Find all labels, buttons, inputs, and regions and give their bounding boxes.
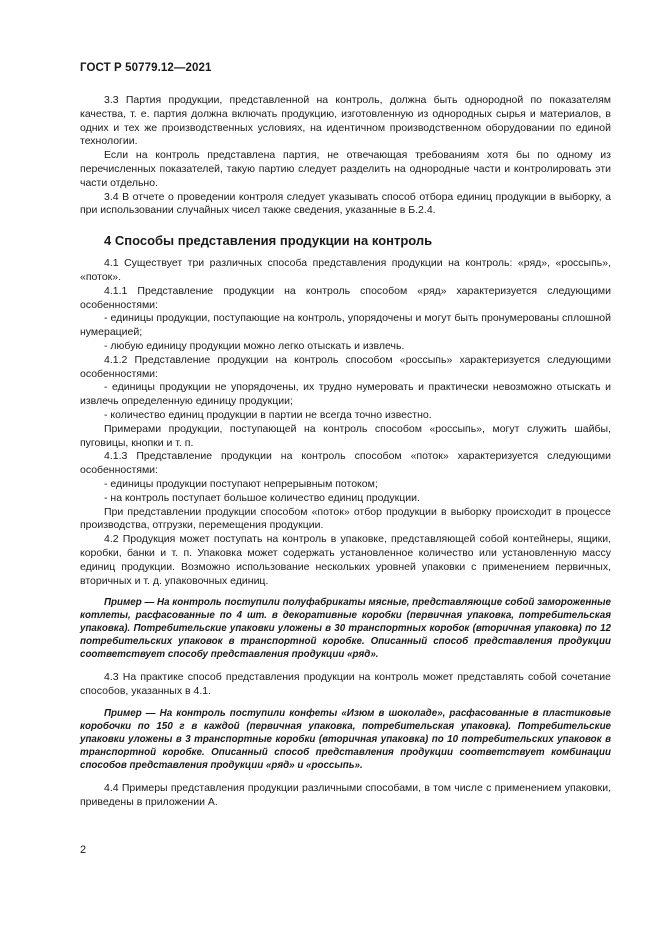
example-text: На контроль поступили полуфабрикаты мясные, представляющие собой замороженные котлеты, расфасованные по 4 шт. в декоративные коробки (первичная упаковка, потребительская упаковка). Потребительские упаковки уложены в 30 транспортных коробок (вторичная упаковка) по 12 потребительских упаковок в транспортной коробке. Описанный способ представления продукции соответствует способу представления продукции «ряд». bbox=[80, 597, 611, 661]
list-item: - на контроль поступает большое количество единиц продукции. bbox=[104, 491, 420, 504]
paragraph-3-3: 3.3 Партия продукции, представленной на контроль, должна быть однородной по показателям качества, т. е. партия должна включать продукцию, изготовленную из однородных сырья и материалов, в одних и тех же производственных условиях, на идентичном производственном оборудовании по единой технологии. bbox=[80, 94, 611, 148]
list-item: - единицы продукции, поступающие на контроль, упорядочены и могут быть пронумерованы сплошной нумерацией; bbox=[80, 312, 611, 339]
paragraph-4-3: 4.3 На практике способ представления продукции на контроль может представлять собой сочетание способов, указанных в 4.1. bbox=[80, 671, 611, 698]
paragraph-3-4: 3.4 В отчете о проведении контроля следует указывать способ отбора единиц продукции в выборку, а при использовании случайных чисел также сведения, указанные в Б.2.4. bbox=[80, 190, 611, 217]
page-body bbox=[80, 94, 611, 809]
paragraph-4-2: 4.2 Продукция может поступать на контроль в упаковке, представляющей собой контейнеры, ящики, коробки, банки и т. п. Упаковка может содержать установленное количество или установленную массу единиц продукции. Возможно использование нескольких уровней упаковки с применением первичных, вторичных и т. д. упаковочных единиц. bbox=[80, 533, 611, 587]
section-4-heading: 4 Способы представления продукции на контроль bbox=[104, 233, 433, 249]
example-2 bbox=[80, 707, 611, 772]
list-item: - единицы продукции не упорядочены, их трудно нумеровать и практически невозможно отыскать и извлечь определенную единицу продукции; bbox=[80, 381, 611, 408]
list-item: - любую единицу продукции можно легко отыскать и извлечь. bbox=[104, 339, 405, 352]
example-label: Пример — bbox=[104, 597, 155, 609]
paragraph-4-1-1: 4.1.1 Представление продукции на контроль способом «ряд» характеризуется следующими особенностями: bbox=[80, 284, 611, 311]
paragraph-examples-scatter: Примерами продукции, поступающей на контроль способом «россыпь», могут служить шайбы, пуговицы, кнопки и т. п. bbox=[80, 422, 611, 449]
paragraph-4-1-3: 4.1.3 Представление продукции на контроль способом «поток» характеризуется следующими особенностями: bbox=[80, 450, 611, 477]
paragraph-4-1-2: 4.1.2 Представление продукции на контроль способом «россыпь» характеризуется следующими особенностями: bbox=[80, 353, 611, 380]
document-code: ГОСТ Р 50779.12—2021 bbox=[80, 62, 212, 74]
paragraph-4-1: 4.1 Существует три различных способа представления продукции на контроль: «ряд», «россыпь», «поток». bbox=[80, 257, 611, 283]
example-text: На контроль поступили конфеты «Изюм в шоколаде», расфасованные в пластиковые коробочки по 150 г в каждой (первичная упаковка, потребительская упаковка). Потребительские упаковки уложены в 3 транспортные коробки (вторичная упаковка) по 10 потребительских упаковок в транспортной коробке. Описанный способ представления продукции соответствует комбинации способов представления продукции «ряд» и «россыпь». bbox=[80, 707, 611, 771]
paragraph-3-3-continued: Если на контроль представлена партия, не отвечающая требованиям хотя бы по одному из перечисленных показателей, такую партию следует разделить на однородные части и контролировать эти части отдельно. bbox=[80, 149, 611, 189]
paragraph-4-4: 4.4 Примеры представления продукции различными способами, в том числе с применением упаковки, приведены в приложении А. bbox=[80, 781, 611, 808]
list-item: - количество единиц продукции в партии не всегда точно известно. bbox=[104, 408, 432, 421]
example-label: Пример — bbox=[104, 707, 156, 719]
page-number: 2 bbox=[80, 844, 87, 856]
example-1 bbox=[80, 596, 611, 661]
list-item: - единицы продукции поступают непрерывным потоком; bbox=[104, 477, 378, 490]
paragraph-stream-sampling: При представлении продукции способом «поток» отбор продукции в выборку происходит в процессе производства, отгрузки, перемещения продукции. bbox=[80, 505, 611, 532]
